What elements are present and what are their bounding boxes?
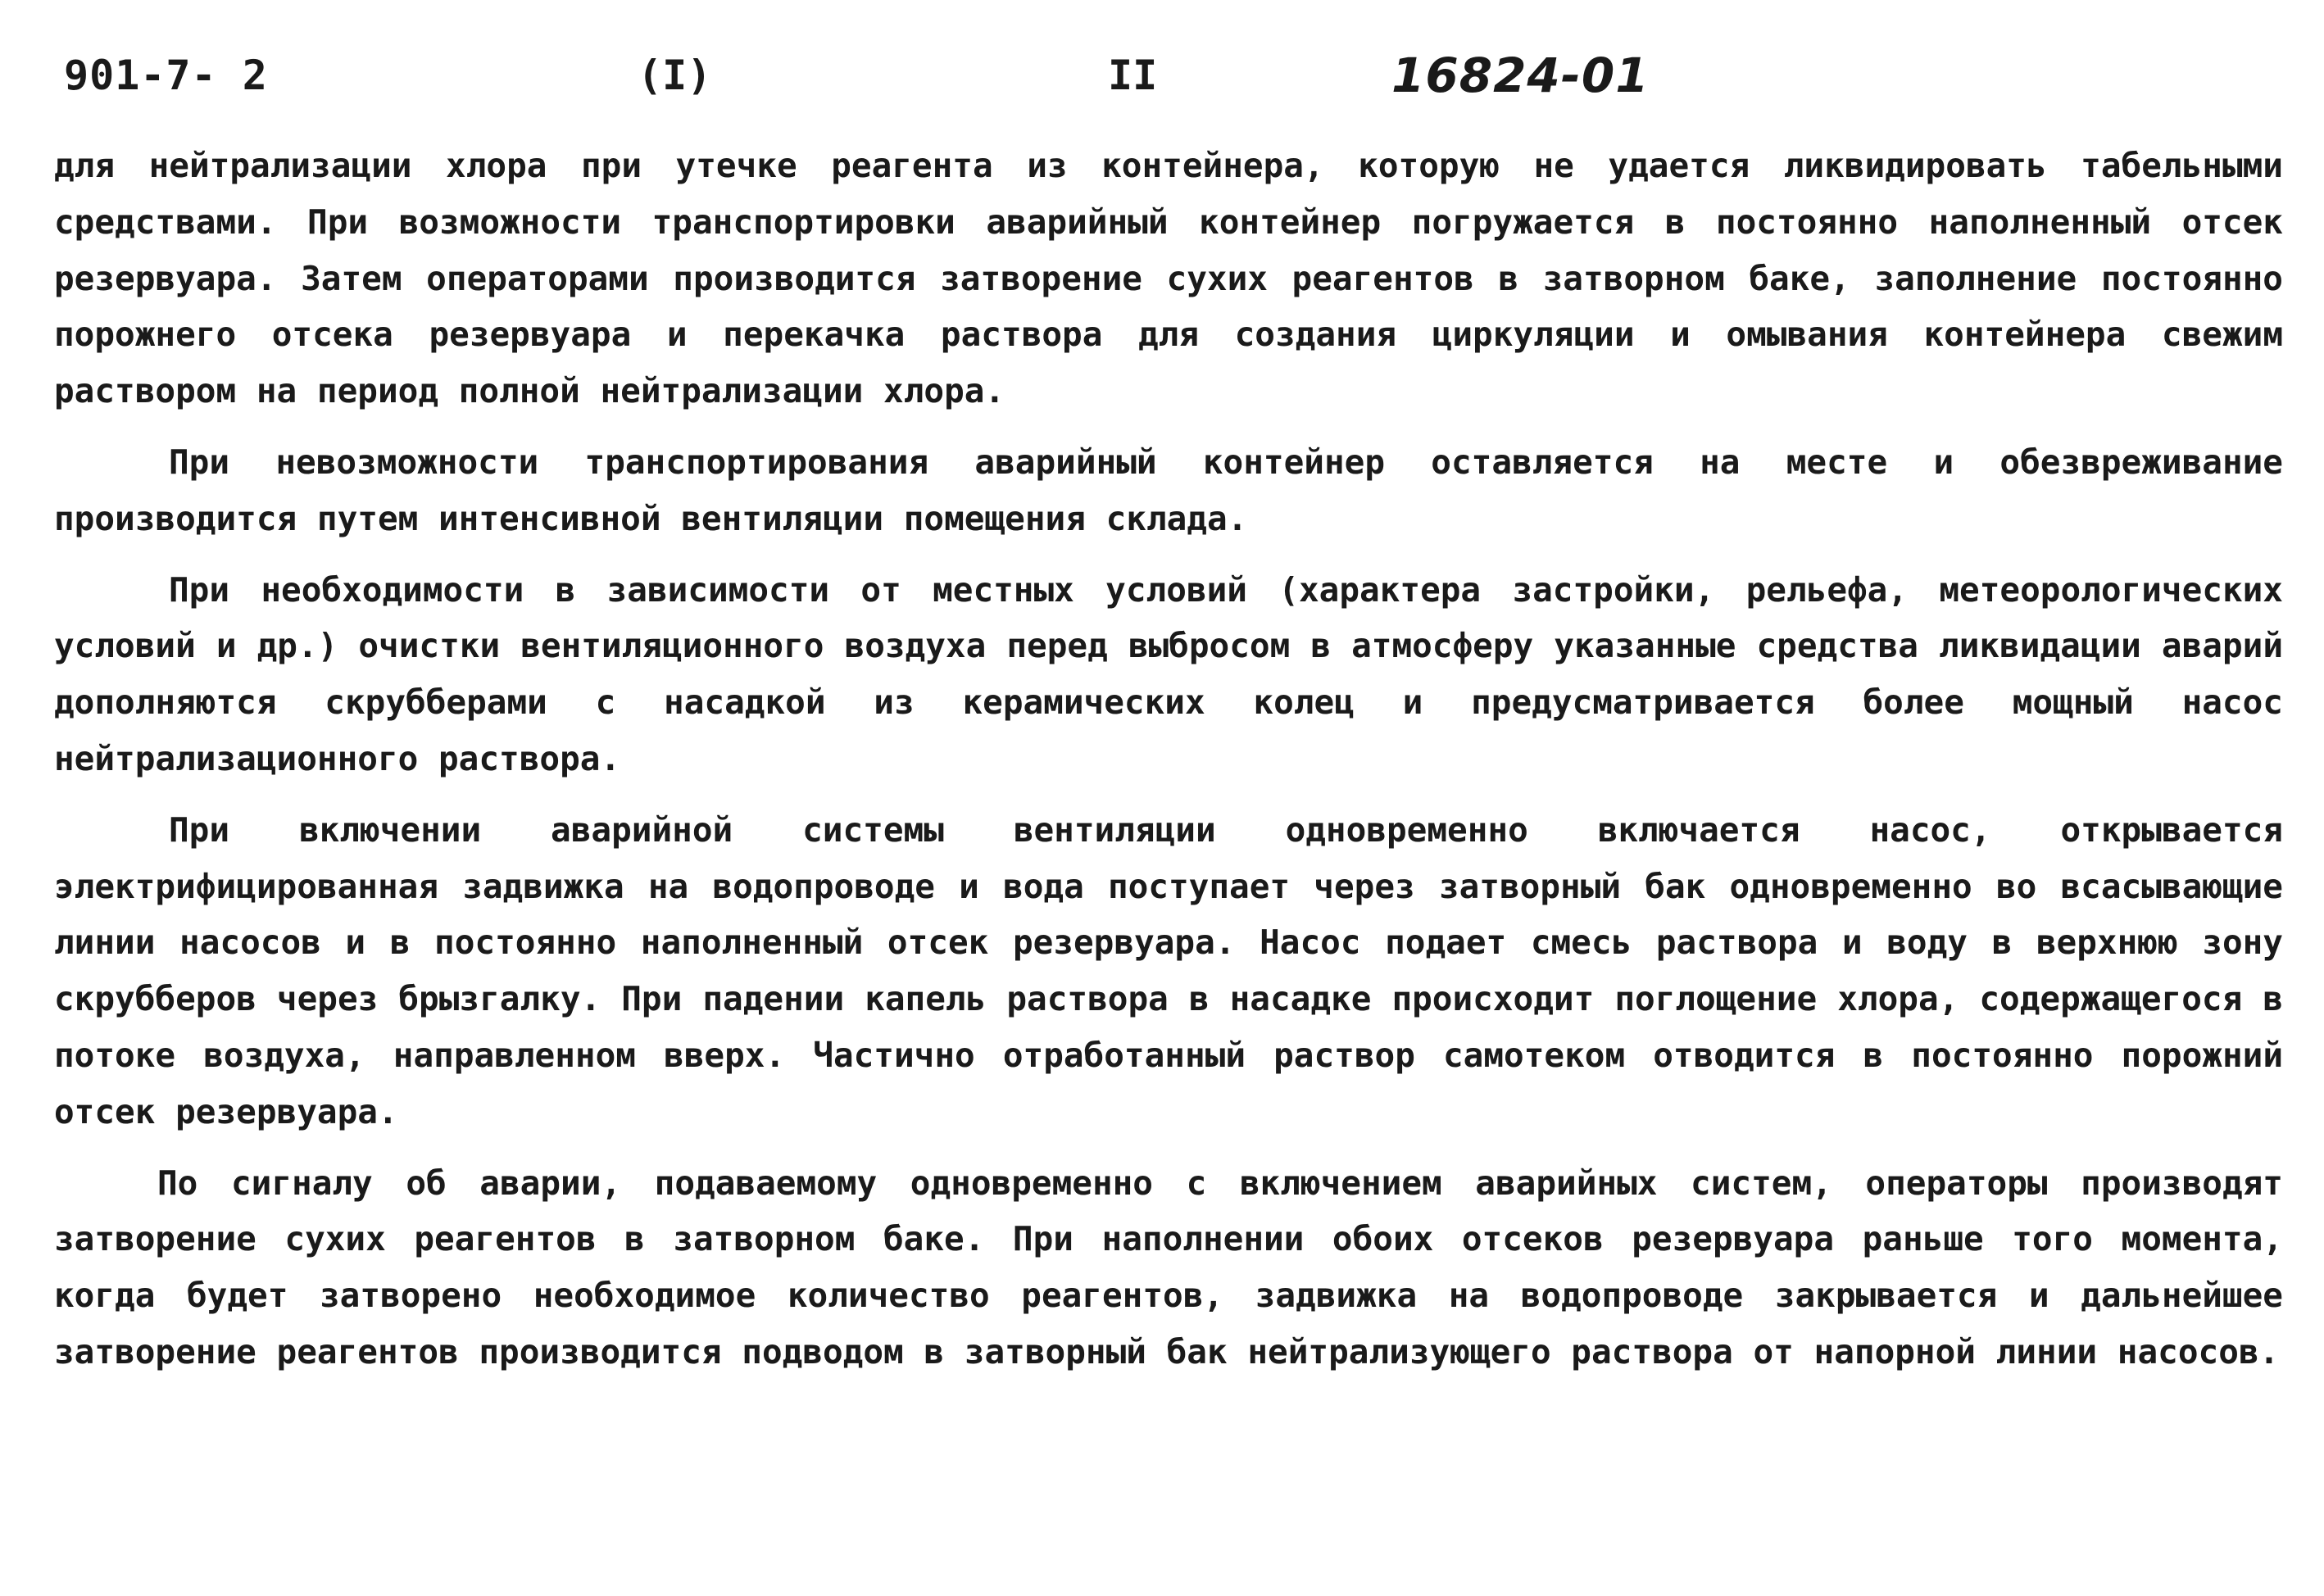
paragraph-5: По сигналу об аварии, подаваемому одновременно с включением аварийных систем, операторы производят затворение сухих реагентов в затворном баке. При наполнении обоих отсеков резервуара раньше того момента, когда будет затворено необходимое количество реагентов, задвижка на водопроводе закрывается и дальнейшее затворение реагентов производится подводом в затворный бак нейтрализующего раствора от напорной линии насосов. xyxy=(54,1163,2283,1372)
paragraph-2: При невозможности транспортирования аварийный контейнер оставляется на месте и обезвреживание производится путем интенсивной вентиляции помещения склада. xyxy=(54,442,2283,538)
paragraph-3: При необходимости в зависимости от местных условий (характера застройки, рельефа, метеорологических условий и др.) очистки вентиляционного воздуха перед выбросом в атмосферу указанные средства ликвидации аварий дополняются скрубберами с насадкой из керамических колец и предусматривается более мощный насос нейтрализационного раствора. xyxy=(54,569,2283,778)
body-text xyxy=(54,138,2283,1381)
paragraph-4: При включении аварийной системы вентиляции одновременно включается насос, открывается электрифицированная задвижка на водопроводе и вода поступает через затворный бак одновременно во всасывающие линии насосов и в постоянно наполненный отсек резервуара. Насос подает смесь раствора и воду в верхнюю зону скрубберов через брызгалку. При падении капель раствора в насадке происходит поглощение хлора, содержащегося в потоке воздуха, направленном вверх. Частично отработанный раствор самотеком отводится в постоянно порожний отсек резервуара. xyxy=(54,809,2283,1131)
inventory-number: 16824-01 xyxy=(1391,48,1650,103)
paragraph-1: для нейтрализации хлора при утечке реагента из контейнера, которую не удается ликвидировать табельными средствами. При возможности транспортировки аварийный контейнер погружается в постоянно наполненный отсек резервуара. Затем операторами производится затворение сухих реагентов в затворном баке, заполнение постоянно порожнего отсека резервуара и перекачка раствора для создания циркуляции и омывания контейнера свежим раствором на период полной нейтрализации хлора. xyxy=(54,146,2283,411)
document-code: 901-7- 2 xyxy=(64,52,268,99)
part-number: (I) xyxy=(638,52,712,99)
sheet-number: II xyxy=(1108,52,1158,99)
page-header xyxy=(0,43,2324,108)
